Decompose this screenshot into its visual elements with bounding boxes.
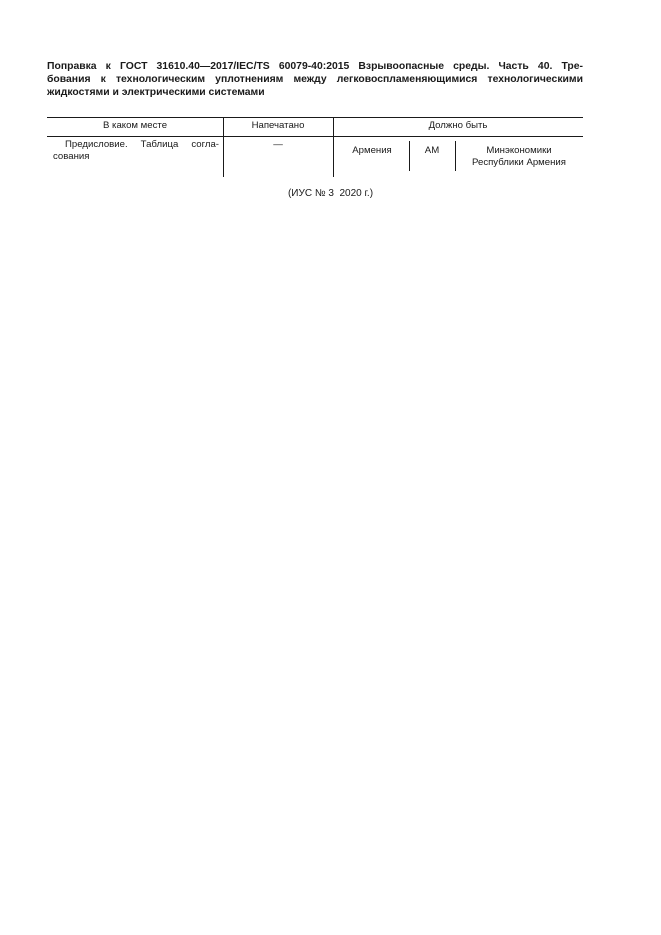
cell-country: Армения bbox=[352, 145, 392, 156]
cell-agency-line-2: Республики Армения bbox=[472, 157, 566, 168]
header-printed: Напечатано bbox=[251, 120, 305, 131]
cell-agency-line-1: Минэкономики bbox=[486, 145, 552, 156]
ius-reference: (ИУС № 3 2020 г.) bbox=[287, 188, 374, 199]
document-title bbox=[47, 60, 583, 99]
header-should-be: Должно быть bbox=[428, 120, 488, 131]
correction-table bbox=[47, 117, 583, 177]
cell-place: Предисловие. Таблица согла-сования bbox=[53, 139, 219, 162]
cell-agency bbox=[455, 145, 583, 169]
table-header-border bbox=[47, 136, 583, 137]
title-line-1: Поправка к ГОСТ 31610.40—2017/IEC/TS 60079-40:2015 Взрывоопасные среды. Часть 40. Тре- bbox=[47, 61, 583, 72]
cell-code: AM bbox=[424, 145, 440, 156]
title-line-2: бования к технологическим уплотнениям между легковоспламеняющимися технологическими bbox=[47, 74, 583, 85]
table-top-border bbox=[47, 117, 583, 118]
title-line-3: жидкостями и электрическими системами bbox=[47, 87, 265, 98]
header-place: В каком месте bbox=[102, 120, 168, 131]
cell-printed: — bbox=[273, 139, 283, 150]
